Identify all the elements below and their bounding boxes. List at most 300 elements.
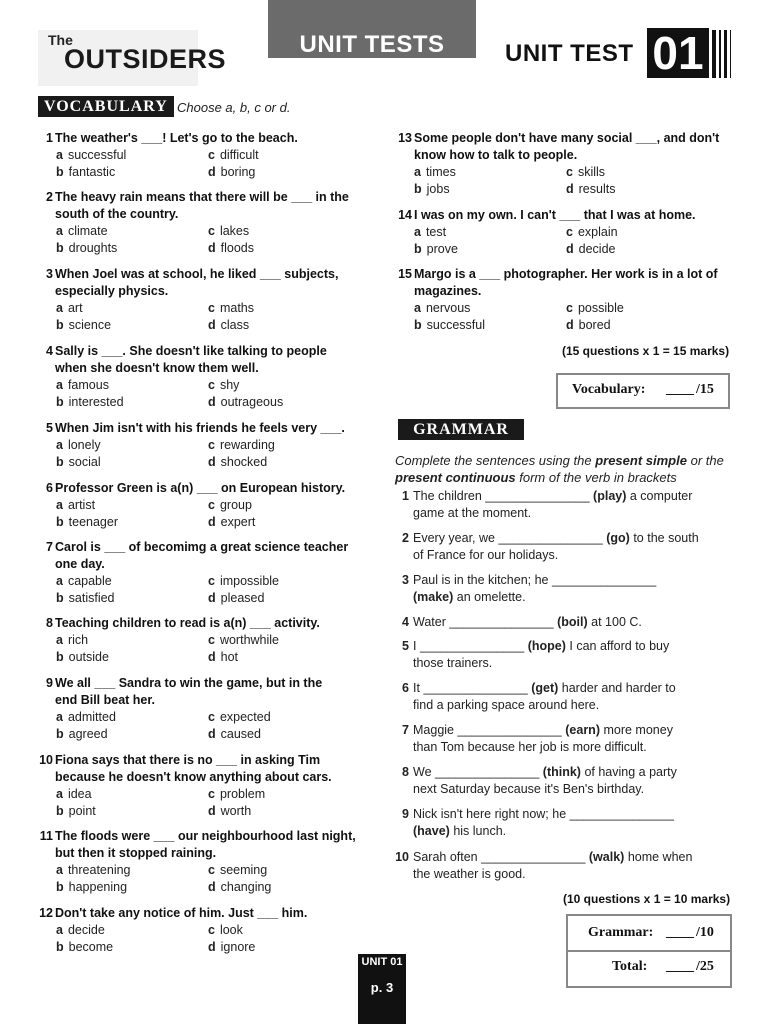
sentence-end: harder and harder to	[561, 681, 676, 695]
option-text: results	[578, 182, 616, 196]
question-number: 13	[398, 131, 412, 145]
question-number: 9	[46, 676, 53, 690]
option-letter: b	[56, 650, 64, 664]
option-text: outside	[68, 650, 109, 664]
option-letter: b	[56, 515, 64, 529]
question-number: 8	[402, 765, 409, 779]
option-text: lonely	[67, 438, 101, 452]
question-text: Don't take any notice of him. Just ___ him.	[55, 906, 308, 920]
grammar-heading: GRAMMAR	[398, 419, 524, 440]
answer-blank[interactable]: _______________	[569, 807, 674, 821]
answer-option-d[interactable]	[208, 590, 264, 607]
sentence-start: Sarah often	[413, 850, 478, 864]
answer-option-b[interactable]	[414, 241, 458, 258]
option-text: lakes	[219, 224, 250, 238]
question-number: 4	[46, 344, 53, 358]
option-text: threatening	[67, 863, 131, 877]
sentence-start: It	[413, 681, 420, 695]
option-letter: d	[208, 241, 216, 255]
answer-option-a[interactable]	[56, 147, 126, 164]
option-letter: b	[56, 727, 64, 741]
option-letter: c	[566, 301, 573, 315]
question-number: 8	[46, 616, 53, 630]
option-letter: a	[56, 438, 63, 452]
option-letter: d	[208, 318, 216, 332]
sentence-continuation: find a parking space around here.	[413, 698, 600, 712]
answer-blank[interactable]: _______________	[485, 489, 590, 503]
option-text: prove	[426, 242, 458, 256]
verb-in-brackets: (get)	[531, 681, 559, 695]
question-text: but then it stopped raining.	[55, 846, 217, 860]
option-letter: a	[414, 165, 421, 179]
vocabulary-heading: VOCABULARY	[38, 96, 174, 117]
answer-option-c[interactable]	[566, 300, 624, 317]
answer-blank[interactable]: _______________	[419, 639, 525, 653]
option-text: class	[220, 318, 250, 332]
answer-option-a[interactable]	[56, 223, 108, 240]
verb-in-brackets: (go)	[606, 531, 630, 545]
option-letter: b	[56, 241, 64, 255]
sentence-end: his lunch.	[453, 824, 507, 838]
sentence-end: I can afford to buy	[569, 639, 670, 653]
option-letter: c	[208, 923, 215, 937]
answer-option-c[interactable]	[208, 223, 249, 240]
verb-in-brackets: (boil)	[557, 615, 588, 629]
question-number: 1	[402, 489, 409, 503]
answer-option-a[interactable]	[414, 224, 446, 241]
option-letter: a	[56, 224, 63, 238]
option-text: famous	[67, 378, 109, 392]
option-text: look	[219, 923, 243, 937]
sentence-end: an omelette.	[456, 590, 526, 604]
option-text: times	[425, 165, 456, 179]
sentence-start: Maggie	[413, 723, 454, 737]
option-letter: b	[56, 455, 64, 469]
option-letter: d	[208, 940, 216, 954]
option-letter: a	[414, 225, 421, 239]
question-number: 15	[398, 267, 412, 281]
sentence-end: home when	[627, 850, 693, 864]
answer-option-c[interactable]	[208, 437, 275, 454]
answer-option-d[interactable]	[208, 803, 251, 820]
option-text: shy	[219, 378, 240, 392]
option-text: caused	[220, 727, 261, 741]
option-letter: d	[208, 455, 216, 469]
answer-option-d[interactable]	[208, 454, 267, 471]
sentence-start: Paul is in the kitchen; he	[413, 573, 549, 587]
option-letter: c	[208, 224, 215, 238]
option-letter: c	[208, 148, 215, 162]
option-text: pleased	[220, 591, 265, 605]
answer-option-b[interactable]	[56, 726, 108, 743]
option-text: worthwhile	[219, 633, 280, 647]
question-number: 1	[46, 131, 53, 145]
answer-option-c[interactable]	[208, 786, 265, 803]
option-letter: d	[566, 242, 574, 256]
grammar-score-blank: ____	[666, 925, 694, 940]
option-text: ignore	[220, 940, 256, 954]
option-text: admitted	[67, 710, 116, 724]
logo-name: OUTSIDERS	[64, 44, 227, 74]
grammar-score-label: Grammar:	[588, 925, 654, 940]
footer-page-number: p. 3	[370, 980, 394, 995]
sentence-end: a computer	[629, 489, 693, 503]
answer-blank[interactable]: _______________	[423, 681, 528, 695]
answer-option-a[interactable]	[56, 377, 109, 394]
option-text: agreed	[68, 727, 108, 741]
question-number: 7	[402, 723, 409, 737]
question-text: magazines.	[414, 284, 482, 298]
option-text: successful	[67, 148, 127, 162]
option-letter: b	[56, 880, 64, 894]
option-text: droughts	[68, 241, 118, 255]
answer-option-b[interactable]	[414, 317, 485, 334]
answer-option-c[interactable]	[208, 709, 271, 726]
option-letter: c	[566, 165, 573, 179]
option-letter: a	[414, 301, 421, 315]
option-letter: c	[566, 225, 573, 239]
option-letter: d	[208, 804, 216, 818]
option-letter: c	[208, 301, 215, 315]
answer-option-a[interactable]	[56, 497, 95, 514]
question-text: Carol is ___ of becomimg a great science teacher	[55, 540, 349, 554]
answer-option-a[interactable]	[56, 300, 83, 317]
question-text: because he doesn't know anything about cars.	[55, 770, 332, 784]
answer-option-c[interactable]	[208, 497, 252, 514]
option-letter: a	[56, 787, 63, 801]
sentence-start: We	[413, 765, 432, 779]
option-letter: c	[208, 438, 215, 452]
option-text: impossible	[219, 574, 280, 588]
answer-option-a[interactable]	[56, 437, 101, 454]
sentence-end: at 100 C.	[591, 615, 642, 629]
answer-option-d[interactable]	[208, 514, 255, 531]
option-text: happening	[68, 880, 128, 894]
answer-option-b[interactable]	[414, 181, 450, 198]
option-letter: d	[208, 591, 216, 605]
answer-option-b[interactable]	[56, 454, 101, 471]
answer-blank[interactable]: _______________	[498, 531, 603, 545]
sentence-continuation: game at the moment.	[413, 506, 532, 520]
option-text: possible	[577, 301, 624, 315]
question-number: 2	[46, 190, 53, 204]
option-text: fantastic	[68, 165, 116, 179]
question-text: Margo is a ___ photographer. Her work is in a lot of	[414, 267, 718, 281]
answer-option-d[interactable]	[208, 317, 249, 334]
question-number: 2	[402, 531, 409, 545]
answer-option-d[interactable]	[208, 879, 271, 896]
total-score-total: /25	[696, 959, 714, 974]
answer-option-c[interactable]	[566, 164, 605, 181]
footer-unit: UNIT 01	[361, 956, 403, 968]
question-text: one day.	[55, 557, 105, 571]
unit-tests-banner: UNIT TESTS	[268, 0, 476, 58]
vocabulary-score-label: Vocabulary:	[572, 382, 646, 397]
answer-blank[interactable]: _______________	[457, 723, 562, 737]
option-letter: d	[566, 182, 574, 196]
answer-option-a[interactable]	[56, 922, 105, 939]
answer-option-b[interactable]	[56, 240, 117, 257]
option-text: seeming	[219, 863, 268, 877]
sentence-start: Every year, we	[413, 531, 495, 545]
vocabulary-score-blank: ____	[666, 382, 694, 397]
option-text: problem	[219, 787, 266, 801]
option-text: point	[68, 804, 96, 818]
answer-option-d[interactable]	[208, 240, 254, 257]
option-text: bored	[578, 318, 611, 332]
verb-in-brackets: (have)	[413, 824, 450, 838]
question-number: 7	[46, 540, 53, 554]
answer-option-d[interactable]	[566, 241, 615, 258]
option-text: social	[68, 455, 101, 469]
option-letter: b	[56, 591, 64, 605]
option-letter: b	[56, 804, 64, 818]
verb-in-brackets: (make)	[413, 590, 454, 604]
question-number: 5	[402, 639, 409, 653]
option-text: explain	[577, 225, 618, 239]
answer-option-d[interactable]	[208, 394, 283, 411]
question-number: 6	[402, 681, 409, 695]
sentence-continuation: than Tom because her job is more difficult.	[413, 740, 647, 754]
option-letter: b	[56, 318, 64, 332]
sentence-start: The children	[413, 489, 482, 503]
option-letter: b	[414, 182, 422, 196]
verb-in-brackets: (earn)	[565, 723, 600, 737]
option-letter: d	[208, 515, 216, 529]
option-text: expected	[219, 710, 271, 724]
answer-option-c[interactable]	[208, 300, 254, 317]
sentence-end: to the south	[633, 531, 699, 545]
answer-option-d[interactable]	[208, 164, 255, 181]
option-letter: d	[208, 880, 216, 894]
question-text: When Joel was at school, he liked ___ subjects,	[55, 267, 339, 281]
option-text: maths	[219, 301, 254, 315]
answer-option-a[interactable]	[414, 300, 470, 317]
option-text: worth	[220, 804, 252, 818]
unit-test-label: UNIT TEST	[505, 40, 634, 67]
option-text: idea	[67, 787, 92, 801]
grammar-marks: (10 questions x 1 = 10 marks)	[563, 892, 731, 906]
answer-option-b[interactable]	[56, 939, 113, 956]
option-text: satisfied	[68, 591, 115, 605]
question-text: when she doesn't know them well.	[55, 361, 259, 375]
option-letter: a	[56, 498, 63, 512]
option-letter: a	[56, 863, 63, 877]
total-score-label: Total:	[612, 959, 648, 974]
option-text: decide	[67, 923, 105, 937]
grammar-score-total: /10	[696, 925, 714, 940]
question-text: Sally is ___. She doesn't like talking to people	[55, 344, 327, 358]
option-text: changing	[220, 880, 272, 894]
option-letter: c	[208, 378, 215, 392]
answer-option-d[interactable]	[208, 726, 261, 743]
option-text: hot	[220, 650, 239, 664]
answer-option-d[interactable]	[566, 181, 615, 198]
sentence-continuation: next Saturday because it's Ben's birthday.	[413, 782, 645, 796]
option-text: teenager	[68, 515, 118, 529]
option-text: interested	[68, 395, 124, 409]
option-text: floods	[220, 241, 254, 255]
option-text: group	[219, 498, 252, 512]
answer-blank[interactable]: _______________	[449, 615, 554, 629]
sentence-start: Water	[413, 615, 446, 629]
question-text: The weather's ___! Let's go to the beach.	[55, 131, 298, 145]
option-letter: a	[56, 148, 63, 162]
sentence-continuation: of France for our holidays.	[413, 548, 559, 562]
option-text: rewarding	[219, 438, 275, 452]
question-text: Fiona says that there is no ___ in asking Tim	[55, 753, 321, 767]
answer-option-b[interactable]	[56, 590, 115, 607]
answer-option-c[interactable]	[208, 922, 243, 939]
question-number: 5	[46, 421, 53, 435]
question-text: The floods were ___ our neighbourhood last night,	[55, 829, 356, 843]
verb-in-brackets: (think)	[542, 765, 581, 779]
question-text: end Bill beat her.	[55, 693, 156, 707]
answer-option-b[interactable]	[56, 164, 115, 181]
vocabulary-instruction: Choose a, b, c or d.	[177, 100, 291, 115]
answer-option-b[interactable]	[56, 514, 118, 531]
answer-option-a[interactable]	[414, 164, 456, 181]
page-footer-tab	[358, 954, 406, 1024]
verb-in-brackets: (play)	[593, 489, 627, 503]
vocabulary-score-total: /15	[696, 382, 714, 397]
answer-option-a[interactable]	[56, 573, 112, 590]
answer-option-a[interactable]	[56, 862, 131, 879]
sentence-end: of having a party	[584, 765, 677, 779]
question-text: south of the country.	[55, 207, 179, 221]
option-text: jobs	[426, 182, 450, 196]
question-text: Teaching children to read is a(n) ___ activity.	[55, 616, 320, 630]
answer-option-b[interactable]	[56, 649, 109, 666]
question-text: When Jim isn't with his friends he feels very ___.	[55, 421, 345, 435]
option-text: art	[67, 301, 83, 315]
question-number: 10	[395, 850, 409, 864]
option-letter: a	[56, 923, 63, 937]
option-letter: b	[56, 165, 64, 179]
sentence-start: I	[413, 639, 417, 653]
question-text: Professor Green is a(n) ___ on European history.	[55, 481, 346, 495]
answer-option-c[interactable]	[208, 862, 267, 879]
answer-option-b[interactable]	[56, 317, 111, 334]
question-text: I was on my own. I can't ___ that I was at home.	[414, 208, 696, 222]
option-text: outrageous	[220, 395, 284, 409]
option-letter: d	[208, 165, 216, 179]
option-letter: a	[56, 633, 63, 647]
option-text: successful	[426, 318, 485, 332]
question-number: 6	[46, 481, 53, 495]
question-number: 4	[402, 615, 409, 629]
question-number: 10	[39, 753, 53, 767]
sentence-continuation: the weather is good.	[413, 867, 526, 881]
option-letter: d	[566, 318, 574, 332]
grammar-total-score-box	[566, 914, 732, 988]
question-text: We all ___ Sandra to win the game, but in the	[55, 676, 323, 690]
answer-option-c[interactable]	[566, 224, 618, 241]
verb-in-brackets: (walk)	[588, 850, 625, 864]
option-letter: c	[208, 633, 215, 647]
option-letter: b	[414, 242, 422, 256]
option-letter: b	[56, 395, 64, 409]
answer-option-a[interactable]	[56, 632, 88, 649]
vocabulary-marks: (15 questions x 1 = 15 marks)	[562, 344, 730, 358]
option-text: artist	[67, 498, 96, 512]
option-letter: d	[208, 650, 216, 664]
total-score-blank: ____	[666, 959, 694, 974]
option-letter: c	[208, 787, 215, 801]
sentence-continuation: those trainers.	[413, 656, 493, 670]
sentence-start: Nick isn't here right now; he	[413, 807, 567, 821]
verb-in-brackets: (hope)	[527, 639, 566, 653]
question-number: 12	[39, 906, 53, 920]
option-letter: b	[56, 940, 64, 954]
option-text: expert	[220, 515, 256, 529]
option-letter: a	[56, 301, 63, 315]
sentence-end: more money	[603, 723, 673, 737]
answer-option-c[interactable]	[208, 573, 279, 590]
option-letter: b	[414, 318, 422, 332]
answer-blank[interactable]: _______________	[551, 573, 657, 587]
question-number: 3	[402, 573, 409, 587]
question-number: 3	[46, 267, 53, 281]
option-text: climate	[67, 224, 108, 238]
question-number: 9	[402, 807, 409, 821]
option-text: skills	[577, 165, 606, 179]
option-text: nervous	[425, 301, 471, 315]
option-letter: a	[56, 710, 63, 724]
answer-option-d[interactable]	[208, 939, 255, 956]
answer-option-a[interactable]	[56, 786, 92, 803]
unit-test-number: 01	[647, 28, 709, 78]
option-letter: d	[208, 727, 216, 741]
option-text: decide	[578, 242, 616, 256]
answer-option-b[interactable]	[56, 394, 124, 411]
option-text: science	[68, 318, 112, 332]
option-text: boring	[220, 165, 256, 179]
option-letter: a	[56, 574, 63, 588]
option-text: shocked	[220, 455, 268, 469]
option-letter: c	[208, 574, 215, 588]
option-letter: d	[208, 395, 216, 409]
logo-the: The	[48, 32, 73, 48]
answer-option-d[interactable]	[566, 317, 611, 334]
grammar-instruction: Complete the sentences using the present simple or the present continuous form of the verb in brackets	[395, 453, 724, 485]
answer-option-c[interactable]	[208, 632, 279, 649]
option-text: difficult	[219, 148, 259, 162]
answer-option-b[interactable]	[56, 803, 96, 820]
answer-option-d[interactable]	[208, 649, 238, 666]
vocabulary-score-box	[556, 373, 730, 409]
question-number: 11	[39, 829, 53, 843]
option-text: capable	[67, 574, 112, 588]
answer-option-c[interactable]	[208, 377, 239, 394]
option-letter: c	[208, 498, 215, 512]
option-letter: c	[208, 863, 215, 877]
question-text: Some people don't have many social ___, and don't	[414, 131, 720, 145]
outsiders-logo	[38, 30, 227, 86]
question-number: 14	[398, 208, 412, 222]
answer-option-c[interactable]	[208, 147, 259, 164]
option-letter: a	[56, 378, 63, 392]
option-text: become	[68, 940, 114, 954]
option-letter: c	[208, 710, 215, 724]
answer-blank[interactable]: _______________	[435, 765, 540, 779]
question-text: especially physics.	[55, 284, 169, 298]
answer-option-a[interactable]	[56, 709, 116, 726]
answer-blank[interactable]: _______________	[481, 850, 586, 864]
question-text: The heavy rain means that there will be ___ in the	[55, 190, 349, 204]
answer-option-b[interactable]	[56, 879, 127, 896]
question-text: know how to talk to people.	[414, 148, 578, 162]
